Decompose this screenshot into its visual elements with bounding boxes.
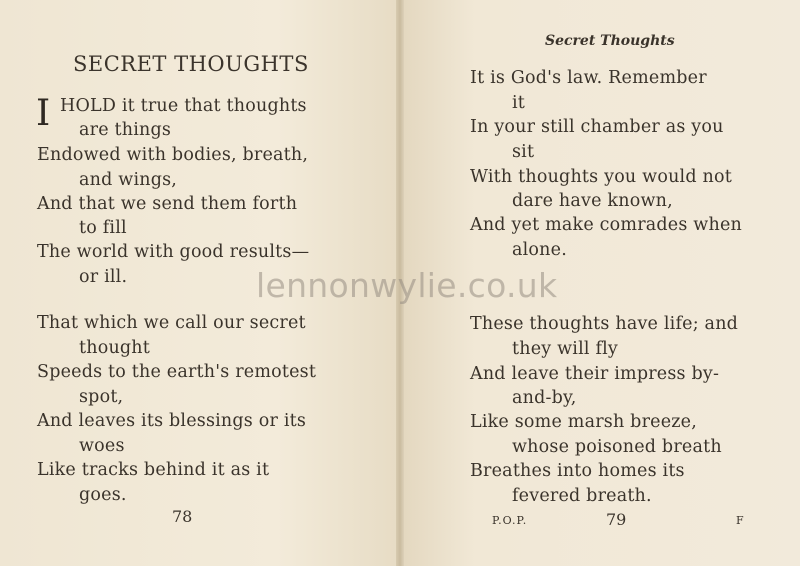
poem-line: and-by, [512, 388, 577, 408]
poem-line: And leave their impress by- [470, 364, 720, 384]
poem-line: fevered breath. [512, 486, 652, 506]
poem-line: Like some marsh breeze, [470, 412, 697, 432]
poem-line: And leaves its blessings or its [37, 411, 307, 431]
gathering-mark: F [736, 514, 745, 527]
poem-line: they will fly [512, 339, 619, 359]
poem-line: it [512, 93, 526, 113]
poem-line: alone. [512, 240, 567, 260]
poem-line: spot, [79, 387, 124, 407]
running-head: Secret Thoughts [545, 33, 675, 49]
drop-cap: I [36, 93, 51, 134]
poem-line: It is God's law. Remember [470, 68, 707, 88]
poem-line: And yet make comrades when [470, 215, 742, 235]
poem-line: With thoughts you would not [470, 167, 732, 187]
page-number: 78 [172, 507, 193, 526]
page-number: 79 [606, 510, 627, 529]
watermark-text: lennonwylie.co.uk [256, 266, 558, 305]
poem-line: dare have known, [512, 191, 673, 211]
poem-title: SECRET THOUGHTS [73, 52, 309, 76]
poem-line: thought [79, 338, 151, 358]
poem-line: These thoughts have life; and [470, 314, 739, 334]
poem-line: And that we send them forth [37, 194, 298, 214]
poem-line: Breathes into homes its [470, 461, 685, 481]
signature-mark: P.O.P. [492, 514, 528, 527]
poem-line: or ill. [79, 267, 128, 287]
poem-line: Endowed with bodies, breath, [37, 145, 309, 165]
poem-line: woes [79, 436, 125, 456]
poem-line: sit [512, 142, 535, 162]
poem-line: In your still chamber as you [470, 117, 724, 137]
poem-line: Like tracks behind it as it [37, 460, 270, 480]
poem-line: are things [79, 120, 172, 140]
poem-line: to fill [79, 218, 127, 238]
poem-line: Speeds to the earth's remotest [37, 362, 317, 382]
poem-line: whose poisoned breath [512, 437, 722, 457]
poem-line: and wings, [79, 170, 178, 190]
poem-line: HOLD it true that thoughts [60, 96, 307, 116]
poem-line: goes. [79, 485, 127, 505]
poem-line: The world with good results— [37, 242, 310, 262]
poem-line: That which we call our secret [37, 313, 306, 333]
